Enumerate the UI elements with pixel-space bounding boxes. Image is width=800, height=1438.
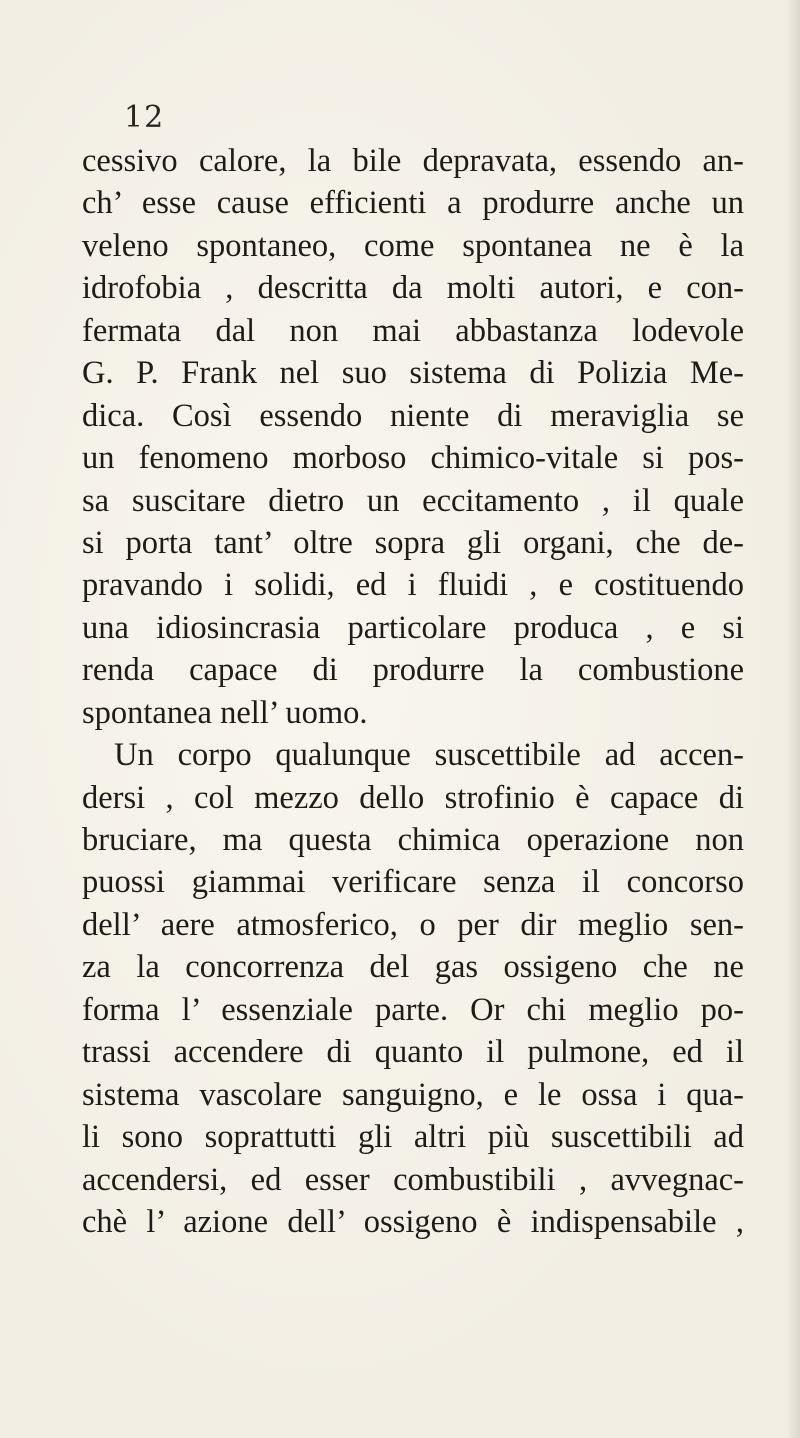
paragraph-end-line: spontanea nell’ uomo. [82, 694, 368, 731]
text-line: dell’ aere atmosferico, o per dir meglio sen- [82, 906, 744, 943]
text-line: fermata dal non mai abbastanza lodevole [82, 312, 744, 349]
text-line: accendersi, ed esser combustibili , avvegnac- [82, 1161, 744, 1198]
text-line: puossi giammai verificare senza il concorso [82, 864, 744, 901]
body-text [82, 140, 744, 1243]
text-line: dica. Così essendo niente di meraviglia se [82, 397, 744, 434]
text-line: si porta tant’ oltre sopra gli organi, che de- [82, 524, 744, 561]
text-line: pravando i solidi, ed i fluidi , e costituendo [82, 567, 744, 604]
text-line: trassi accendere di quanto il pulmone, ed il [82, 1034, 744, 1071]
text-line: dersi , col mezzo dello strofinio è capace di [82, 779, 744, 816]
text-line: bruciare, ma questa chimica operazione non [82, 822, 744, 858]
text-line: un fenomeno morboso chimico-vitale si pos- [82, 440, 744, 477]
text-line: idrofobia , descritta da molti autori, e con- [82, 270, 744, 307]
text-line: forma l’ essenziale parte. Or chi meglio po- [82, 991, 744, 1028]
text-line: chè l’ azione dell’ ossigeno è indispensabile , [82, 1203, 744, 1240]
text-line: una idiosincrasia particolare produca , e si [82, 609, 744, 646]
text-line: li sono soprattutti gli altri più suscettibili ad [82, 1119, 744, 1156]
text-line: sa suscitare dietro un eccitamento , il quale [82, 482, 744, 519]
page-number: 12 [124, 100, 165, 135]
page-edge-shadow [786, 0, 800, 1438]
text-line: renda capace di produrre la combustione [82, 652, 744, 689]
text-line: sistema vascolare sanguigno, e le ossa i qua- [82, 1076, 744, 1113]
text-line: za la concorrenza del gas ossigeno che ne [82, 949, 744, 986]
text-line: ch’ esse cause efficienti a produrre anche un [82, 185, 744, 222]
text-line: cessivo calore, la bile depravata, essendo an- [82, 143, 744, 179]
paragraph-start-line: Un corpo qualunque suscettibile ad accen- [114, 737, 744, 774]
text-line: G. P. Frank nel suo sistema di Polizia Me- [82, 355, 744, 392]
text-line: veleno spontaneo, come spontanea ne è la [82, 227, 744, 264]
